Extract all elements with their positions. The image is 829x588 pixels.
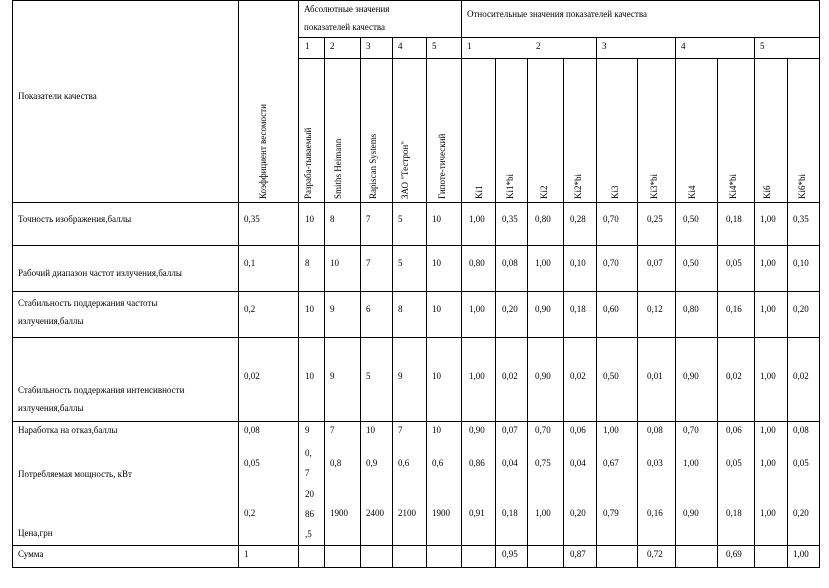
relative-col-header: Ki6*bi xyxy=(797,173,807,199)
relative-col-header: Ki4 xyxy=(687,185,697,199)
col-rule xyxy=(527,58,528,568)
col-rule xyxy=(426,37,427,568)
absolute-col-header: Гипоте-тический xyxy=(437,133,447,199)
absolute-value: 2100 xyxy=(398,508,416,518)
absolute-value: 10 xyxy=(305,304,314,314)
absolute-values-header: Абсолютные значения показателей качества xyxy=(304,4,390,32)
relative-value: 0,90 xyxy=(535,304,551,314)
relative-value: 0,02 xyxy=(502,371,518,381)
relative-value: 0,50 xyxy=(683,214,699,224)
absolute-col-number: 5 xyxy=(432,41,437,51)
relative-group-number: 3 xyxy=(602,41,607,51)
absolute-col-number: 3 xyxy=(366,41,371,51)
relative-col-header: Ki2*bi xyxy=(573,173,583,199)
absolute-value: 10 xyxy=(432,258,441,268)
absolute-value: 2400 xyxy=(366,508,384,518)
absolute-value: 8 xyxy=(398,304,403,314)
row-rule xyxy=(12,545,820,546)
row-rule xyxy=(12,291,820,292)
relative-value: 0,07 xyxy=(502,425,518,435)
absolute-value: 6 xyxy=(366,304,371,314)
relative-col-header: Ki3*bi xyxy=(649,173,659,199)
weight-value: 0,08 xyxy=(244,425,260,435)
header-rule-2 xyxy=(298,58,820,59)
absolute-col-number: 4 xyxy=(398,41,403,51)
relative-value: 0,79 xyxy=(603,508,619,518)
absolute-value: 7 xyxy=(366,214,371,224)
relative-value: 0,75 xyxy=(535,458,551,468)
relative-value: 0,10 xyxy=(793,258,809,268)
absolute-col-header: Разраба-тываемый xyxy=(303,127,313,199)
absolute-value: 10 xyxy=(305,371,314,381)
absolute-value: 10 xyxy=(432,371,441,381)
absolute-col-header: ЗАО "Тестрон" xyxy=(400,141,410,199)
row-rule xyxy=(12,421,820,422)
relative-value: 0,90 xyxy=(535,371,551,381)
relative-value: 1,00 xyxy=(760,425,776,435)
relative-value: 0,08 xyxy=(793,425,809,435)
relative-col-header: Ki4*bi xyxy=(728,173,738,199)
absolute-col-header: Smiths Heimann xyxy=(333,138,343,199)
row-label: Стабильность поддержания частоты излучения,баллы xyxy=(18,298,158,326)
relative-value: 1,00 xyxy=(683,458,699,468)
relative-value: 1,00 xyxy=(469,371,485,381)
relative-value: 0,06 xyxy=(570,425,586,435)
table-border-bottom xyxy=(12,567,820,568)
relative-value: 0,20 xyxy=(793,304,809,314)
relative-value: 0,02 xyxy=(726,371,742,381)
relative-value: 0,70 xyxy=(603,258,619,268)
col-rule xyxy=(495,58,496,568)
row-label: Точность изображения,баллы xyxy=(18,214,132,224)
relative-value: 0,70 xyxy=(683,425,699,435)
relative-value: 0,08 xyxy=(502,258,518,268)
absolute-value: 9 xyxy=(398,371,403,381)
col-rule xyxy=(461,0,462,568)
absolute-value: 0,6 xyxy=(432,458,444,468)
relative-value: 0,16 xyxy=(647,508,663,518)
relative-value: 0,20 xyxy=(570,508,586,518)
absolute-value: 10 xyxy=(432,425,441,435)
weight-value: 0,05 xyxy=(244,458,260,468)
relative-value: 0,01 xyxy=(647,371,663,381)
row-label: Стабильность поддержания интенсивности излучения,баллы xyxy=(18,385,185,413)
absolute-value: 9 xyxy=(330,304,335,314)
sum-weight: 1 xyxy=(244,549,249,559)
relative-col-header: Ki6 xyxy=(762,185,772,199)
relative-value: 0,20 xyxy=(793,508,809,518)
row-rule xyxy=(12,245,820,246)
absolute-value-fragment: ,5 xyxy=(305,529,312,539)
col-rule xyxy=(717,58,718,568)
relative-value: 1,00 xyxy=(760,214,776,224)
absolute-value: 7 xyxy=(398,425,403,435)
absolute-value: 5 xyxy=(366,371,371,381)
relative-value: 0,04 xyxy=(570,458,586,468)
weight-value: 0,1 xyxy=(244,258,256,268)
absolute-col-header: Rapiscan Systems xyxy=(368,133,378,199)
absolute-value: 0,6 xyxy=(398,458,410,468)
col-rule xyxy=(787,58,788,568)
absolute-value: 10 xyxy=(432,304,441,314)
relative-value: 0,90 xyxy=(683,371,699,381)
col-rule xyxy=(360,37,361,568)
table-border-right xyxy=(819,0,820,568)
absolute-value: 8 xyxy=(330,214,335,224)
relative-value: 0,80 xyxy=(683,304,699,314)
weight-value: 0,2 xyxy=(244,304,256,314)
relative-value: 0,05 xyxy=(793,458,809,468)
col-rule xyxy=(563,58,564,568)
absolute-value-fragment: 20 xyxy=(305,489,314,499)
relative-value: 0,02 xyxy=(793,371,809,381)
relative-value: 1,00 xyxy=(760,371,776,381)
weight-value: 0,35 xyxy=(244,214,260,224)
sum-total: 1,00 xyxy=(793,549,809,559)
relative-value: 0,05 xyxy=(726,458,742,468)
absolute-value: 7 xyxy=(366,258,371,268)
sum-total: 0,87 xyxy=(570,549,586,559)
relative-value: 0,18 xyxy=(726,214,742,224)
absolute-value-fragment: 7 xyxy=(305,468,310,478)
relative-value: 0,91 xyxy=(469,508,485,518)
col-rule xyxy=(637,58,638,568)
absolute-value: 9 xyxy=(305,425,310,435)
absolute-col-number: 1 xyxy=(305,41,310,51)
relative-group-number: 4 xyxy=(681,41,686,51)
relative-col-header: Ki3 xyxy=(610,185,620,199)
absolute-value: 10 xyxy=(366,425,375,435)
relative-col-header: Ki1 xyxy=(474,185,484,199)
absolute-value: 0,9 xyxy=(366,458,378,468)
relative-value: 0,90 xyxy=(469,425,485,435)
relative-value: 0,50 xyxy=(683,258,699,268)
row-rule xyxy=(12,202,820,203)
relative-value: 1,00 xyxy=(535,258,551,268)
absolute-value: 5 xyxy=(398,214,403,224)
sum-total: 0,95 xyxy=(502,549,518,559)
relative-value: 0,18 xyxy=(726,508,742,518)
absolute-value: 10 xyxy=(305,214,314,224)
weight-value: 0,02 xyxy=(244,371,260,381)
col-rule xyxy=(596,37,597,568)
sum-total: 0,69 xyxy=(726,549,742,559)
relative-value: 1,00 xyxy=(760,458,776,468)
relative-value: 0,80 xyxy=(535,214,551,224)
absolute-value: 9 xyxy=(330,371,335,381)
relative-value: 0,18 xyxy=(570,304,586,314)
relative-value: 0,07 xyxy=(647,258,663,268)
row-label: Цена,грн xyxy=(18,528,53,538)
absolute-value: 0,8 xyxy=(330,458,342,468)
weight-value: 0,2 xyxy=(244,508,256,518)
relative-value: 1,00 xyxy=(469,214,485,224)
header-rule-1 xyxy=(298,37,820,38)
absolute-value-fragment: 86 xyxy=(305,509,314,519)
relative-value: 1,00 xyxy=(760,508,776,518)
relative-value: 0,08 xyxy=(647,425,663,435)
relative-value: 0,35 xyxy=(793,214,809,224)
relative-value: 0,70 xyxy=(535,425,551,435)
relative-value: 0,04 xyxy=(502,458,518,468)
relative-value: 0,20 xyxy=(502,304,518,314)
relative-group-number: 1 xyxy=(467,41,472,51)
absolute-value: 7 xyxy=(330,425,335,435)
col-rule xyxy=(754,37,755,568)
col-rule xyxy=(392,37,393,568)
relative-value: 0,05 xyxy=(726,258,742,268)
absolute-value: 10 xyxy=(330,258,339,268)
relative-value: 0,50 xyxy=(603,371,619,381)
absolute-value-fragment: 0, xyxy=(305,448,312,458)
row-label: Рабочий диапазон частот излучения,баллы xyxy=(18,268,182,278)
relative-col-header: Ki2 xyxy=(539,185,549,199)
col-rule xyxy=(675,37,676,568)
relative-value: 0,28 xyxy=(570,214,586,224)
relative-value: 0,86 xyxy=(469,458,485,468)
relative-value: 1,00 xyxy=(535,508,551,518)
relative-value: 1,00 xyxy=(603,425,619,435)
row-label: Наработка на отказ,баллы xyxy=(18,425,118,435)
relative-value: 0,10 xyxy=(570,258,586,268)
col-rule xyxy=(238,0,239,568)
col-rule xyxy=(298,0,299,568)
sum-label: Сумма xyxy=(18,549,44,559)
relative-value: 0,60 xyxy=(603,304,619,314)
absolute-value: 1900 xyxy=(432,508,450,518)
relative-value: 1,00 xyxy=(760,304,776,314)
relative-value: 1,00 xyxy=(469,304,485,314)
absolute-value: 10 xyxy=(432,214,441,224)
relative-value: 0,25 xyxy=(647,214,663,224)
relative-value: 0,12 xyxy=(647,304,663,314)
relative-value: 1,00 xyxy=(760,258,776,268)
relative-value: 0,80 xyxy=(469,258,485,268)
relative-group-number: 5 xyxy=(760,41,765,51)
row-rule xyxy=(12,337,820,338)
quality-indicators-header: Показатели качества xyxy=(18,91,97,101)
relative-value: 0,18 xyxy=(502,508,518,518)
relative-value: 0,03 xyxy=(647,458,663,468)
relative-value: 0,35 xyxy=(502,214,518,224)
relative-value: 0,70 xyxy=(603,214,619,224)
relative-group-number: 2 xyxy=(536,41,541,51)
relative-value: 0,16 xyxy=(726,304,742,314)
relative-col-header: Ki1*bi xyxy=(505,173,515,199)
relative-value: 0,67 xyxy=(603,458,619,468)
absolute-value: 1900 xyxy=(330,508,348,518)
absolute-col-number: 2 xyxy=(330,41,335,51)
absolute-value: 8 xyxy=(305,258,310,268)
row-label: Потребляемая мощность, кВт xyxy=(18,469,132,479)
col-rule xyxy=(324,37,325,568)
table-border-left xyxy=(12,0,13,568)
weight-coefficient-header: Коэффициент весомости xyxy=(258,104,268,199)
relative-value: 0,90 xyxy=(683,508,699,518)
relative-value: 0,06 xyxy=(726,425,742,435)
sum-total: 0,72 xyxy=(647,549,663,559)
absolute-value: 5 xyxy=(398,258,403,268)
relative-values-header: Относительные значения показателей качества xyxy=(467,9,647,19)
relative-value: 0,02 xyxy=(570,371,586,381)
